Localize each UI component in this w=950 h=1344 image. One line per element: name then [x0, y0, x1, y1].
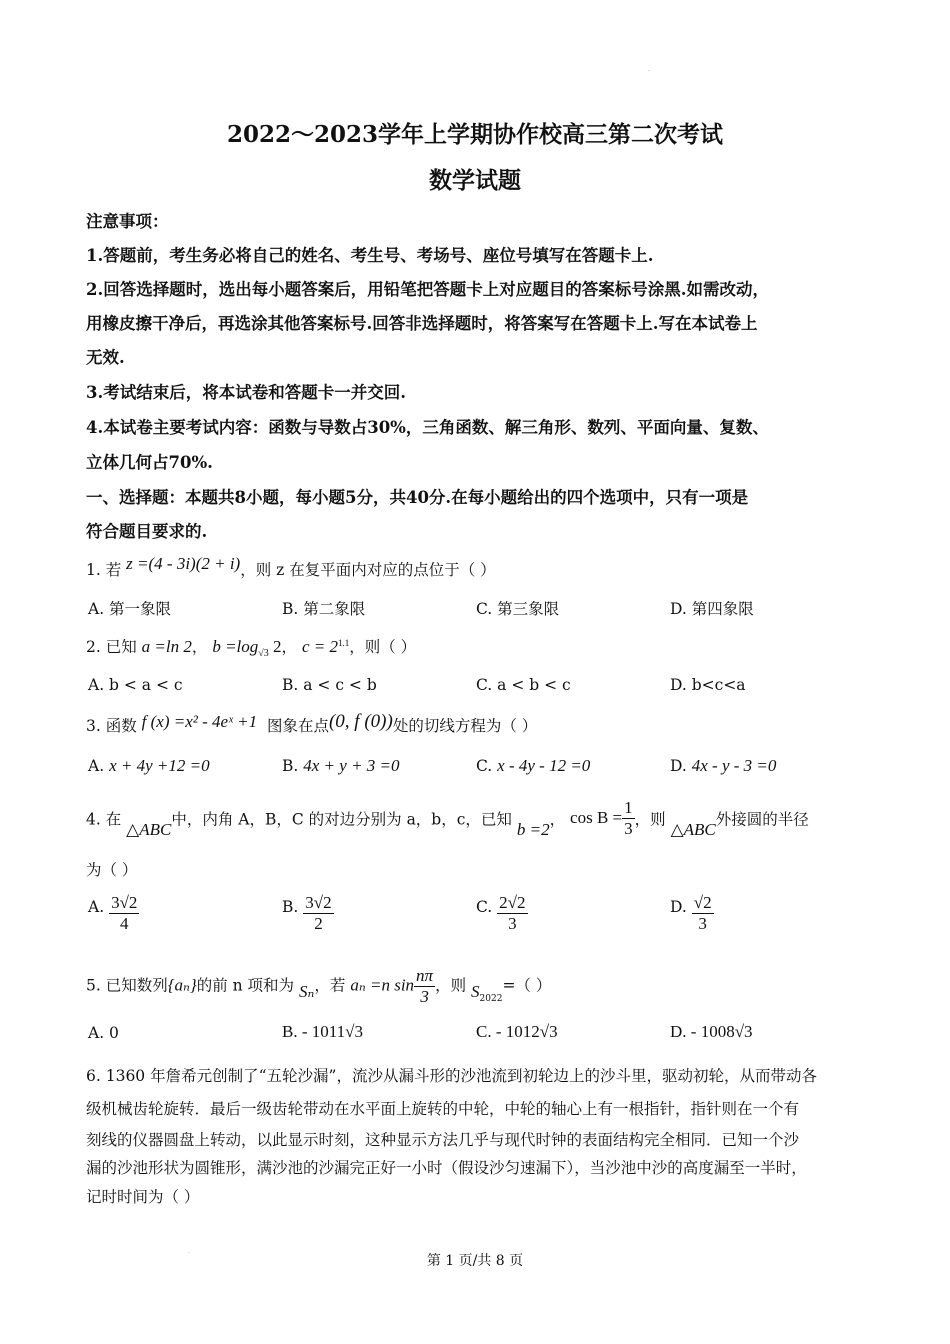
q4-triangle-2: △ABC [670, 819, 716, 839]
question-1-stem [86, 554, 876, 580]
q4-text-1: 中，内角 A，B，C 的对边分别为 a，b，c，已知 [171, 810, 512, 829]
q1-prefix: 1. 若 [86, 561, 122, 579]
q4-b-num: 3√2 [305, 893, 332, 912]
q1-expression: z =(4 - 3i)(2 + i) [126, 554, 241, 573]
q3-mid-text: 图象在点 [266, 717, 329, 735]
q5-frac-num: nπ [416, 966, 434, 985]
q5-option-b: B. - 1011√3 [282, 1022, 363, 1041]
q3-prefix: 3. 函数 [86, 717, 137, 735]
q2-expr-c: c = 2 [301, 637, 338, 656]
q3-label-b: B. [282, 757, 299, 775]
q4-c-num: 2√2 [499, 893, 526, 912]
q4-text-2: ，则 [634, 810, 666, 829]
q4-option-d [670, 893, 714, 934]
q2-option-d: D. b<c<a [670, 676, 746, 694]
note-2-line-3: 无效. [86, 348, 125, 367]
page-footer: 第 1 页/共 8 页 [426, 1253, 524, 1269]
note-3: 3.考试结束后，将本试卷和答题卡一并交回. [86, 383, 406, 402]
q3-answer-a: x + 4y +12 =0 [109, 756, 210, 775]
scan-mark-2: . [188, 1248, 190, 1255]
q2-expr-b: b =log [212, 637, 259, 656]
q5-suffix: =（ ） [502, 976, 552, 995]
q4-frac-d [692, 893, 714, 934]
q5-sn: Sₙ [299, 981, 315, 1001]
question-5-stem [86, 966, 876, 1007]
q3-label-c: C. [476, 757, 493, 775]
note-4-line-2: 立体几何占70%. [86, 453, 213, 472]
q6-line-5: 记时时间为（ ） [86, 1188, 200, 1206]
q4-sep: ， [549, 810, 566, 829]
q2-option-a: A. b < a < c [88, 676, 183, 694]
q3-point: (0, f (0)) [328, 711, 393, 732]
notes-heading: 注意事项： [86, 212, 169, 231]
scan-mark: . [648, 66, 650, 73]
q5-s-symbol: S [471, 981, 480, 1001]
q5-fraction [414, 966, 435, 1007]
q5-mid-2: ，若 [314, 976, 346, 995]
q5-frac-den: 3 [420, 987, 429, 1006]
q4-frac-b [303, 893, 333, 934]
q4-b-value: b =2 [516, 819, 550, 839]
q4-label-d: D. [670, 897, 687, 916]
q5-option-a: A. 0 [88, 1024, 119, 1042]
q3-option-b [282, 756, 400, 776]
q4-c-den: 3 [508, 914, 517, 933]
q1-suffix: ，则 z 在复平面内对应的点位于（ ） [240, 561, 496, 579]
q5-an-expr: aₙ =n sin [350, 975, 415, 995]
q4-option-a [88, 893, 139, 934]
q3-answer-c: x - 4y - 12 =0 [497, 756, 591, 775]
q3-suffix: 处的切线方程为（ ） [392, 717, 538, 735]
q4-option-b [282, 893, 334, 934]
q4-cos-label: cos B = [570, 807, 623, 827]
q3-function: f (x) =x² - 4eˣ +1 [141, 712, 258, 731]
q6-line-4: 漏的沙池形状为圆锥形，满沙池的沙漏完正好一小时（假设沙匀速漏下），当沙池中沙的高度漏至一半时， [86, 1159, 807, 1177]
q4-option-c [476, 893, 528, 934]
q5-mid-3: ，则 [435, 976, 467, 995]
q6-line-2: 级机械齿轮旋转．最后一级齿轮带动在水平面上旋转的中轮，中轮的轴心上有一根指针，指针则在一个有 [86, 1100, 800, 1118]
q1-option-c: C. 第三象限 [476, 600, 560, 618]
q5-s-index: 2022 [479, 993, 503, 1004]
q4-text-3: 外接圆的半径 [715, 810, 809, 829]
q3-answer-d: 4x - y - 3 =0 [691, 756, 777, 775]
section-heading-line-1: 一、选择题：本题共8小题，每小题5分，共40分.在每小题给出的四个选项中，只有一项是 [86, 488, 749, 507]
q4-label-c: C. [476, 897, 493, 916]
q4-cos-fraction [622, 798, 635, 839]
q4-b-den: 2 [314, 914, 323, 933]
q4-a-num: 3√2 [111, 893, 138, 912]
q2-sep-1: ， [191, 638, 208, 656]
q2-option-b: B. a < c < b [282, 676, 377, 694]
q2-log-arg: 2 [268, 637, 282, 656]
note-2-line-1: 2.回答选择题时，选出每小题答案后，用铅笔把答题卡上对应题目的答案标号涂黑.如需改动， [86, 280, 769, 299]
q4-frac-c [497, 893, 527, 934]
q5-sequence: {aₙ} [167, 975, 197, 995]
q5-prefix: 5. 已知数列 [86, 976, 168, 995]
q4-line-2: 为（ ） [86, 861, 138, 879]
q1-option-a: A. 第一象限 [88, 600, 172, 618]
q2-sep-2: ， [281, 638, 298, 656]
q6-line-3: 刻线的仪器圆盘上转动，以此显示时刻，这种显示方法几乎与现代时钟的表面结构完全相同．已知一个沙 [86, 1131, 800, 1149]
q5-option-d: D. - 1008√3 [670, 1022, 753, 1041]
note-4-line-1: 4.本试卷主要考试内容：函数与导数占30%，三角函数、解三角形、数列、平面向量、复数、 [86, 418, 769, 437]
q1-option-b: B. 第二象限 [282, 600, 366, 618]
q4-d-num: √2 [693, 893, 712, 912]
q5-mid-1: 的前 n 项和为 [196, 976, 295, 995]
q4-a-den: 4 [119, 914, 129, 933]
question-3-stem [86, 711, 876, 737]
note-1: 1.答题前，考生务必将自己的姓名、考生号、考场号、座位号填写在答题卡上. [86, 246, 654, 265]
q4-label-b: B. [282, 897, 299, 916]
q4-d-den: 3 [698, 914, 707, 933]
q3-label-d: D. [670, 757, 687, 775]
q4-label-a: A. [88, 897, 105, 916]
note-2-line-2: 用橡皮擦干净后，再选涂其他答案标号.回答非选择题时，将答案写在答题卡上.写在本试卷上 [86, 314, 758, 333]
q3-option-d [670, 756, 776, 776]
q3-label-a: A. [88, 757, 105, 775]
question-2-stem [86, 635, 876, 659]
exam-title: 2022～2023学年上学期协作校高三第二次考试 [226, 121, 724, 148]
q4-prefix: 4. 在 [86, 810, 122, 829]
q6-line-1: 6. 1360 年詹希元创制了“五轮沙漏”，流沙从漏斗形的沙池流到初轮边上的沙斗里，驱动初轮，从而带动各 [86, 1067, 817, 1085]
q2-option-c: C. a < b < c [476, 676, 571, 694]
q2-expr-a: a =ln 2 [141, 637, 192, 656]
q2-suffix: ，则（ ） [349, 638, 417, 656]
section-heading-line-2: 符合题目要求的. [86, 522, 208, 541]
q4-cos-num: 1 [624, 798, 633, 817]
exam-subtitle: 数学试题 [429, 167, 521, 194]
question-4-stem [86, 800, 876, 841]
q4-cos-den: 3 [624, 819, 633, 838]
q3-option-c [476, 756, 590, 776]
q2-prefix: 2. 已知 [86, 638, 137, 656]
q4-frac-a [109, 893, 139, 934]
q3-option-a [88, 756, 210, 776]
q4-triangle: △ABC [126, 819, 172, 839]
q3-answer-b: 4x + y + 3 =0 [303, 756, 400, 775]
q1-option-d: D. 第四象限 [670, 600, 754, 618]
q5-option-c: C. - 1012√3 [476, 1022, 558, 1041]
q2-exponent: 1.1 [338, 637, 350, 648]
q2-log-base: √3 [258, 648, 269, 660]
